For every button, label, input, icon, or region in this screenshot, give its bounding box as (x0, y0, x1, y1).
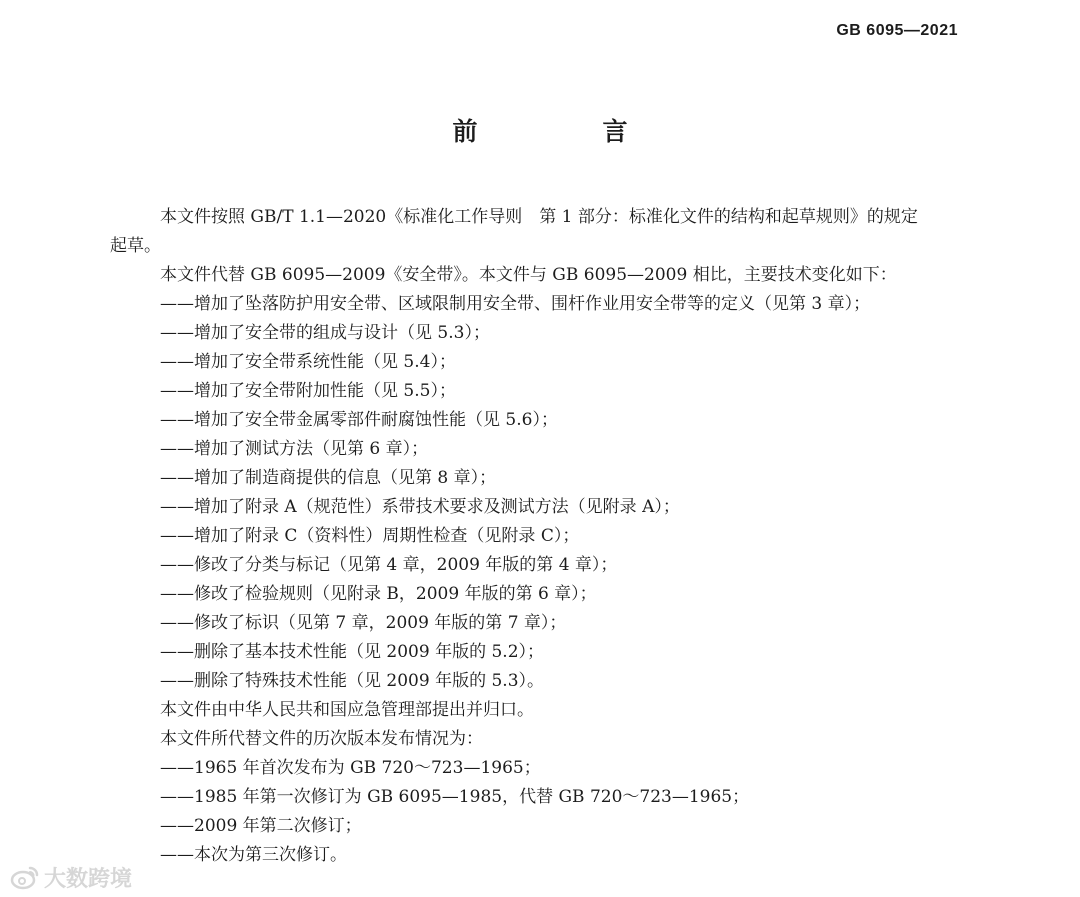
standard-code: GB 6095—2021 (836, 22, 958, 39)
list-item: ——增加了制造商提供的信息（见第 8 章）； (160, 468, 497, 488)
list-item: ——增加了安全带系统性能（见 5.4）； (160, 352, 456, 372)
list-item: ——增加了坠落防护用安全带、区域限制用安全带、围杆作业用安全带等的定义（见第 3 章）； (160, 294, 871, 314)
paragraph-line: 本文件由中华人民共和国应急管理部提出并归口。 (160, 700, 534, 720)
list-item: ——2009 年第二次修订； (160, 816, 362, 836)
preface-body (110, 203, 980, 870)
list-item: ——增加了测试方法（见第 6 章）； (160, 439, 429, 459)
paragraph-line: 起草。 (110, 236, 161, 256)
list-item: ——增加了附录 A（规范性）系带技术要求及测试方法（见附录 A）； (160, 497, 680, 517)
list-item: ——增加了安全带金属零部件耐腐蚀性能（见 5.6）； (160, 410, 558, 430)
list-item: ——本次为第三次修订。 (160, 845, 347, 865)
paragraph-line: 本文件代替 GB 6095—2009《安全带》。本文件与 GB 6095—2009 相比，主要技术变化如下： (160, 265, 897, 285)
page-title: 前 言 (452, 117, 678, 146)
list-item: ——删除了基本技术性能（见 2009 年版的 5.2）； (160, 642, 545, 662)
list-item: ——删除了特殊技术性能（见 2009 年版的 5.3）。 (160, 671, 545, 691)
list-item: ——修改了分类与标记（见第 4 章，2009 年版的第 4 章）； (160, 555, 618, 575)
list-item: ——增加了安全带的组成与设计（见 5.3）； (160, 323, 490, 343)
list-item: ——增加了安全带附加性能（见 5.5）； (160, 381, 456, 401)
paragraph-line: 本文件所代替文件的历次版本发布情况为： (160, 729, 483, 749)
list-item: ——修改了检验规则（见附录 B，2009 年版的第 6 章）； (160, 584, 597, 604)
list-item: ——1985 年第一次修订为 GB 6095—1985，代替 GB 720～723—1965； (160, 787, 750, 807)
paragraph-line: 本文件按照 GB/T 1.1—2020《标准化工作导则 第 1 部分：标准化文件的结构和起草规则》的规定 (160, 207, 918, 227)
watermark (10, 862, 132, 893)
list-item: ——修改了标识（见第 7 章，2009 年版的第 7 章）； (160, 613, 567, 633)
weibo-logo-icon (10, 865, 40, 891)
list-item: ——1965 年首次发布为 GB 720～723—1965； (160, 758, 541, 778)
watermark-text: 大数跨境 (44, 867, 133, 892)
list-item: ——增加了附录 C（资料性）周期性检查（见附录 C）； (160, 526, 580, 546)
